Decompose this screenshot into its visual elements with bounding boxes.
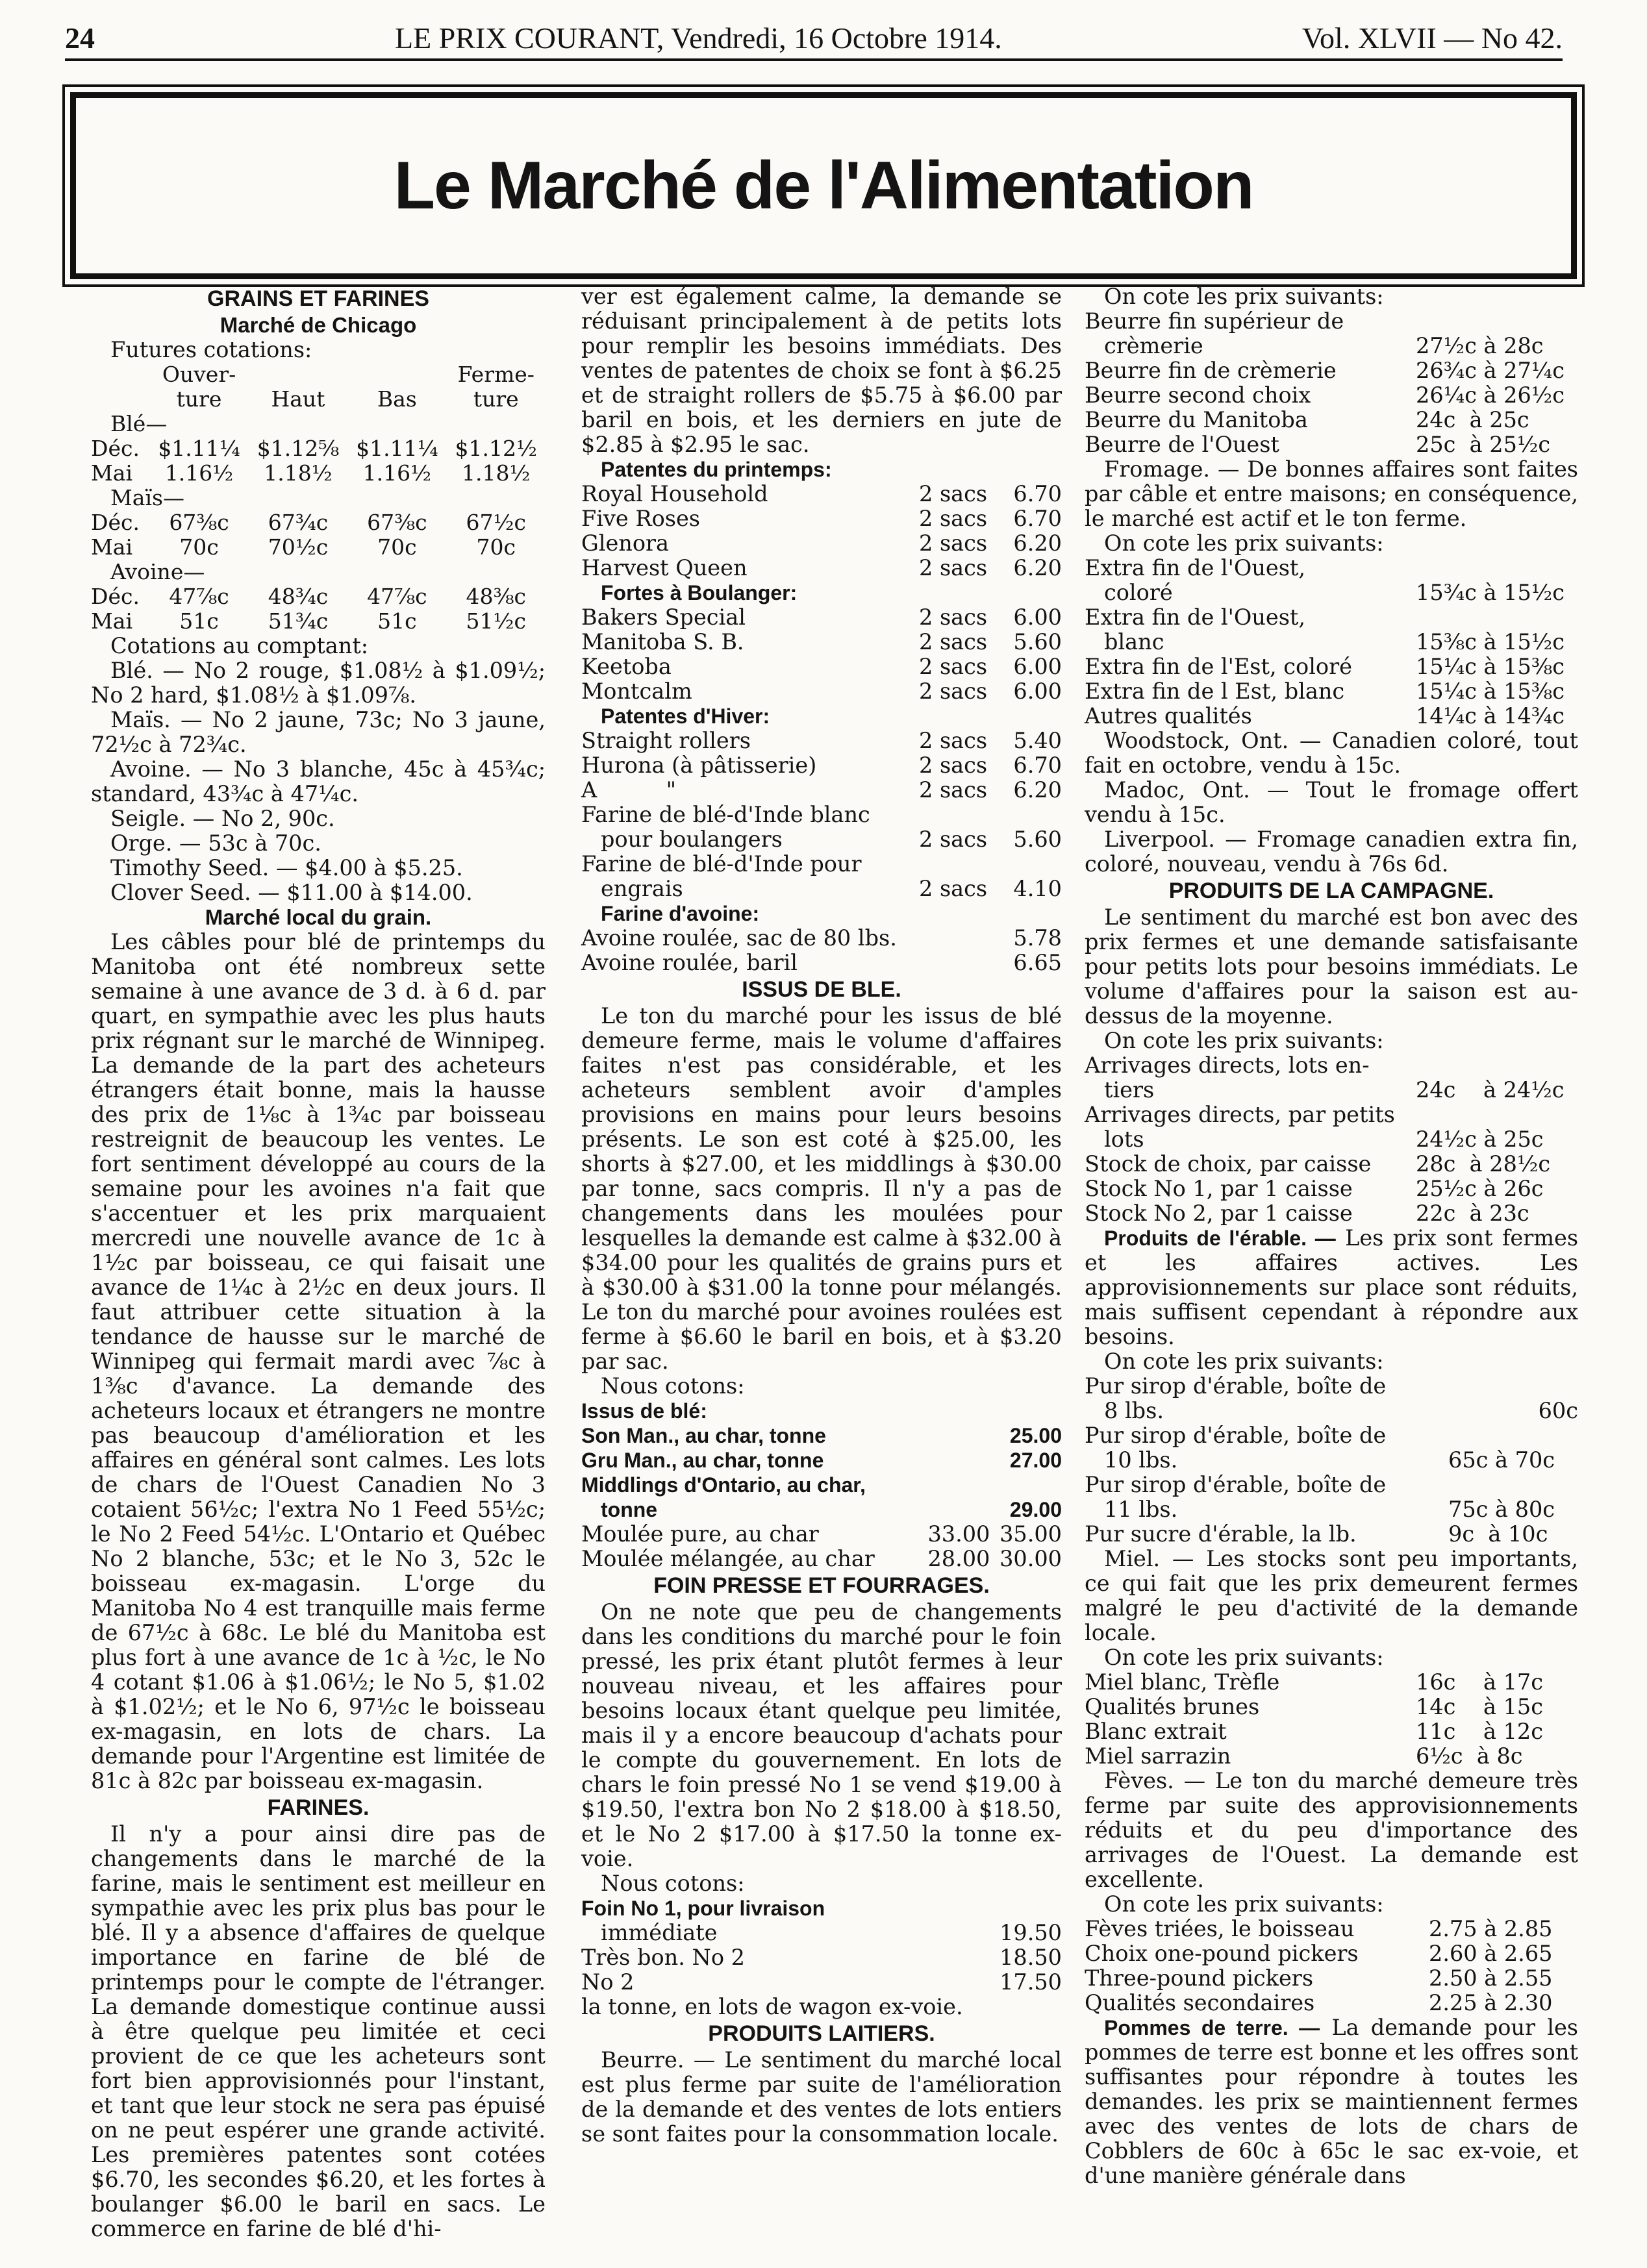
pommes-heading: Pommes de terre. — (1104, 2016, 1320, 2039)
list-item: Arrivages directs, par petits lots 24½c à 25c (1085, 1102, 1544, 1152)
list-item: Miel sarrazin 6½c à 8c (1085, 1743, 1523, 1769)
table-row: Déc. 67⅜c 67¾c 67⅜c 67½c (91, 510, 527, 535)
list-item: Three-pound pickers 2.50 à 2.55 (1085, 1965, 1553, 1991)
publication-title: LE PRIX COURANT, Vendredi, 16 Octobre 1914. (394, 21, 1002, 55)
column-3 (1085, 284, 1578, 2188)
heading-farines: FARINES. (267, 1795, 370, 1820)
heading-fortes-boulanger: Fortes à Boulanger: (601, 581, 798, 604)
list-item: Très bon. No 2 18.50 (581, 1945, 1062, 1970)
liverpool-text: Liverpool. — Fromage canadien extra fin, coloré, nouveau, vendu à 76s 6d. (1085, 827, 1578, 877)
list-item: Choix one-pound pickers 2.60 à 2.65 (1085, 1941, 1553, 1966)
heading-grains: GRAINS ET FARINES (207, 286, 429, 311)
list-item: Fèves triées, le boisseau 2.75 à 2.85 (1085, 1916, 1553, 1941)
list-item: A " 2 sacs 6.20 (581, 777, 1062, 803)
list-item: Five Roses 2 sacs 6.70 (581, 506, 1062, 531)
list-item: Extra fin de l'Ouest, coloré 15¾c à 15½c (1085, 555, 1565, 605)
cash-orge: Orge. — 53c à 70c. (110, 830, 321, 856)
futures-header: Ouver- ture Haut Bas Ferme- ture (162, 362, 534, 412)
heading-foin: FOIN PRESSE ET FOURRAGES. (653, 1573, 990, 1598)
list-item: Glenora 2 sacs 6.20 (581, 530, 1062, 556)
page-number: 24 (65, 21, 95, 55)
table-row: Mai 51c 51¾c 51c 51½c (91, 608, 527, 634)
table-row: Déc. 47⅞c 48¾c 47⅞c 48⅜c (91, 584, 527, 609)
list-item: Qualités brunes 14c à 15c (1085, 1694, 1543, 1719)
heading-issus-de-ble: Issus de blé: (581, 1399, 707, 1423)
list-item: Straight rollers 2 sacs 5.40 (581, 728, 1062, 753)
section-title: Le Marché de l'Alimentation (394, 147, 1253, 223)
list-item: Manitoba S. B. 2 sacs 5.60 (581, 629, 1062, 654)
list-item: Son Man., au char, tonne 25.00 (581, 1424, 1062, 1447)
list-item: Moulée pure, au char 33.00 35.00 (581, 1521, 1062, 1547)
list-item: Beurre du Manitoba 24c à 25c (1085, 407, 1529, 432)
list-item: Royal Household 2 sacs 6.70 (581, 481, 1062, 506)
column-1 (91, 284, 546, 2241)
list-item: Autres qualités 14¼c à 14¾c (1085, 703, 1565, 729)
list-item: Middlings d'Ontario, au char, tonne 29.00 (581, 1473, 1062, 1521)
list-item: Extra fin de l Est, blanc 15¼c à 15⅜c (1085, 679, 1565, 704)
foin-note: la tonne, en lots de wagon ex-voie. (581, 1994, 963, 2019)
erable-paragraph (1085, 1226, 1578, 1349)
list-item: Avoine roulée, baril 6.65 (581, 950, 1062, 975)
list-printemps (581, 482, 1062, 580)
pommes-paragraph (1085, 2015, 1578, 2188)
list-item: Extra fin de l'Est, coloré 15¼c à 15⅜c (1085, 654, 1565, 679)
list-item: Harvest Queen 2 sacs 6.20 (581, 555, 1062, 580)
comptant-label: Cotations au comptant: (110, 633, 369, 658)
list-hiver (581, 729, 1062, 803)
woodstock-text: Woodstock, Ont. — Canadien coloré, tout fait en octobre, vendu à 15c. (1085, 728, 1578, 778)
list-item: Miel blanc, Trèfle 16c à 17c (1085, 1669, 1543, 1695)
cash-timothy: Timothy Seed. — $4.00 à $5.25. (110, 855, 463, 880)
issus-text: Le ton du marché pour les issus de blé demeure ferme, mais le volume d'affaires faites n'est pas considérable, et les acheteurs semblent avoir d'amples provisions en mains pour leurs besoins présents. Le son est coté à $25.00, les shorts à $27.00, et les middlings à $30.00 par tonne, sacs compris. Il n'y a pas de changements dans les moulées pour lesquelles la demande est calme à $32.00 à $34.00 pour les qualités de grains purs et à $30.00 à $31.00 la tonne pour mélangés. Le ton du marché pour avoines roulées est ferme à $6.60 le baril en bois, et à $3.20 par sac. (581, 1003, 1062, 1374)
table-row: Mai 1.16½ 1.18½ 1.16½ 1.18½ (91, 460, 531, 486)
madoc-text: Madoc, Ont. — Tout le fromage offert vendu à 15c. (1085, 777, 1578, 827)
list-item: Beurre fin supérieur de crèmerie 27½c à 28c (1085, 308, 1544, 358)
erable-text: Les prix sont fermes et les affaires actives. Les approvisionnements sur place sont réduits, mais suffisent cependant à répondre aux besoins. (1085, 1225, 1579, 1349)
list-item: Beurre de l'Ouest 25c à 25½c (1085, 432, 1551, 457)
on-cote-3: On cote les prix suivants: (1104, 1028, 1384, 1053)
header-rule (65, 58, 1563, 61)
list-item: Montcalm 2 sacs 6.00 (581, 679, 1062, 704)
list-item: No 2 17.50 (581, 1969, 1062, 1995)
list-item: Keetoba 2 sacs 6.00 (581, 654, 1062, 679)
cash-avoine: Avoine. — No 3 blanche, 45c à 45¾c; standard, 43¾c à 47¼c. (91, 756, 546, 806)
heading-issus-ble: ISSUS DE BLE. (742, 977, 901, 1002)
heading-patentes-printemps: Patentes du printemps: (601, 458, 832, 481)
futures-table (91, 362, 546, 634)
on-cote-6: On cote les prix suivants: (1104, 1891, 1384, 1917)
list-item: Stock No 2, par 1 caisse 22c à 23c (1085, 1201, 1529, 1226)
column-2 (581, 284, 1062, 2147)
list-item: Qualités secondaires 2.25 à 2.30 (1085, 1990, 1553, 2015)
on-cote-2: On cote les prix suivants: (1104, 530, 1384, 556)
section-banner (70, 92, 1577, 279)
list-fortes (581, 605, 1062, 704)
nous-cotons: Nous cotons: (601, 1373, 745, 1399)
fromage-text: Fromage. — De bonnes affaires sont faites par câble et entre maisons; en conséquence, le marché est actif et le ton ferme. (1085, 456, 1578, 531)
farines-text: Il n'y a pour ainsi dire pas de changements dans le marché de la farine, mais le sentiment est meilleur en sympathie avec les prix plus bas pour le blé. Il y a absence d'affaires de quelque importance en farine de blé de printemps pour le compte de l'étranger. La demande domestique continue aussi à être quelque peu limitée et ceci provient de ce que les acheteurs sont fort bien approvisionnés pour l'instant, et tant que leur stock ne sera pas épuisé on ne peut espérer une grande activité. Les premières patentes sont cotées $6.70, les secondes $6.20, et les fortes à boulanger $6.00 le baril en sacs. Le commerce en farine de blé d'hi- (91, 1821, 546, 2241)
heading-patentes-hiver: Patentes d'Hiver: (601, 704, 770, 728)
on-cote-4: On cote les prix suivants: (1104, 1349, 1384, 1374)
mais-label: Maïs— (110, 485, 184, 510)
cash-seigle: Seigle. — No 2, 90c. (110, 806, 335, 831)
nous-cotons-2: Nous cotons: (601, 1871, 745, 1896)
heading-chicago: Marché de Chicago (220, 313, 417, 337)
table-row: Déc. $1.11¼ $1.12⅝ $1.11¼ $1.12½ (91, 436, 538, 461)
list-item: Farine de blé-d'Inde pour engrais 2 sacs 4.10 (581, 851, 1062, 901)
on-cote: On cote les prix suivants: (1104, 284, 1384, 309)
campagne-text: Le sentiment du marché est bon avec des prix fermes et une demande satisfaisante pour petits lots pour besoins immédiats. Le volume d'affaires pour la saison est au-dessus de la moyenne. (1085, 904, 1578, 1028)
list-item: Hurona (à pâtisserie) 2 sacs 6.70 (581, 753, 1062, 778)
heading-laitiers: PRODUITS LAITIERS. (708, 2021, 935, 2046)
pommes-text: La demande pour les pommes de terre est bonne et les offres sont suffisantes pour répondre à toutes les demandes. les prix se maintiennent fermes avec des ventes de lots de chars de Cobblers de 60c à 65c le sac ex-voie, et d'une manière générale dans (1085, 2015, 1578, 2188)
list-item: Blanc extrait 11c à 12c (1085, 1719, 1543, 1744)
list-item: Pur sirop d'érable, boîte de 10 lbs. 65c à 70c (1085, 1423, 1555, 1473)
cash-ble: Blé. — No 2 rouge, $1.08½ à $1.09½; No 2 hard, $1.08½ à $1.09⅞. (91, 658, 546, 708)
cash-clover: Clover Seed. — $11.00 à $14.00. (110, 880, 473, 905)
erable-heading: Produits de l'érable. — (1104, 1227, 1336, 1250)
list-item: Stock No 1, par 1 caisse 25½c à 26c (1085, 1176, 1544, 1201)
list-item: Bakers Special 2 sacs 6.00 (581, 604, 1062, 630)
futures-label: Futures cotations: (110, 337, 312, 362)
list-item: Extra fin de l'Ouest, blanc 15⅜c à 15½c (1085, 604, 1565, 654)
list-item: Farine de blé-d'Inde blanc pour boulangers 2 sacs 5.60 (581, 802, 1062, 852)
list-item: Stock de choix, par caisse 28c à 28½c (1085, 1151, 1551, 1177)
list-item: Pur sucre d'érable, la lb. 9c à 10c (1085, 1521, 1548, 1547)
list-item: Arrivages directs, lots en- tiers 24c à 24½c (1085, 1053, 1565, 1103)
local-grain-text: Les câbles pour blé de printemps du Manitoba ont été nombreux sette semaine à une avance de 3 d. à 6 d. par quart, en sympathie avec les plus hauts prix régnant sur le marché de Winnipeg. La demande de la part des acheteurs étrangers était bonne, mais la hausse des prix de 1⅛c à 1¾c par boisseau restreignit de beaucoup les ventes. Le fort sentiment développé au cours de la semaine pour les avoines n'a fait que s'accentuer et les prix marquaient mercredi une nouvelle avance de 1c à 1½c par boisseau, ce qui faisait une avance de 1¼c à 2½c en deux jours. Il faut attribuer cette situation à la tendance de hausse sur le marché de Winnipeg qui fermait mardi avec ⅞c à 1⅜c d'avance. La demande des acheteurs locaux et étrangers ne montre pas beaucoup d'amélioration et les affaires en général sont calmes. Les lots de chars de l'Ouest Canadien No 3 cotaient 56½c; l'extra No 1 Feed 55½c; le No 2 Feed 54½c. L'Ontario et Québec No 2 blanche, 53c; et le No 3, 52c le boisseau ex-magasin. L'orge du Manitoba No 4 est tranquille mais ferme de 67½c à 68c. Le blé du Manitoba est plus fort à une avance de 1c à ½c, le No 4 cotant $1.06 à $1.06½; le No 5, $1.02 à $1.02½; et le No 6, 97½c le boisseau ex-magasin, en lots de chars. La demande pour l'Argentine est limitée de 81c à 82c par boisseau ex-magasin. (91, 929, 546, 1793)
avoine-label: Avoine— (110, 559, 205, 584)
feves-text: Fèves. — Le ton du marché demeure très ferme par suite des approvisionnements réduits et du peu d'importance des arrivages de l'Ouest. La demande est excellente. (1085, 1768, 1578, 1892)
list-item: Avoine roulée, sac de 80 lbs. 5.78 (581, 925, 1062, 951)
list-item: Beurre second choix 26¼c à 26½c (1085, 382, 1565, 408)
list-item: Pur sirop d'érable, boîte de 8 lbs. 60c (1085, 1373, 1578, 1423)
list-item: Foin No 1, pour livraison immédiate 19.50 (581, 1897, 1062, 1945)
list-item: Moulée mélangée, au char 28.00 30.00 (581, 1546, 1062, 1571)
running-header (65, 18, 1563, 57)
list-issus (581, 1423, 1062, 1522)
list-item: Beurre fin de crèmerie 26¾c à 27¼c (1085, 358, 1565, 383)
table-row: Mai 70c 70½c 70c 70c (91, 534, 516, 560)
beurre-text: Beurre. — Le sentiment du marché local est plus ferme par suite de l'amélioration de la demande et des ventes de lots entiers se sont faites pour la consommation locale. (581, 2047, 1062, 2147)
ble-label: Blé— (110, 411, 168, 436)
miel-text: Miel. — Les stocks sont peu importants, ce qui fait que les prix demeurent fermes malgré le peu d'activité de la demande locale. (1085, 1546, 1578, 1645)
list-item: Pur sirop d'érable, boîte de 11 lbs. 75c à 80c (1085, 1472, 1555, 1522)
heading-farine-avoine: Farine d'avoine: (601, 902, 760, 925)
foin-text: On ne note que peu de changements dans les conditions du marché pour le foin pressé, les prix étant plutôt fermes à leur nouveau niveau, et les affaires pour besoins locaux étant quelque peu limitée, mais il y a encore beaucoup d'achats pour le compte du gouvernement. En lots de chars le foin pressé No 1 se vend $19.00 à $19.50, l'extra bon No 2 $18.00 à $18.50, et le No 2 $17.00 à $17.50 la tonne ex-voie. (581, 1599, 1062, 1871)
on-cote-5: On cote les prix suivants: (1104, 1645, 1384, 1670)
farines-continued: ver est également calme, la demande se réduisant principalement à de petits lots pour remplir les besoins immédiats. Des ventes de patentes de choix se font à $6.25 et de straight rollers de $5.75 à $6.00 par baril en bois, et les derniers en jute de $2.85 à $2.95 le sac. (581, 284, 1062, 457)
list-item: Gru Man., au char, tonne 27.00 (581, 1449, 1062, 1472)
heading-local-grain: Marché local du grain. (205, 905, 432, 929)
cash-mais: Maïs. — No 2 jaune, 73c; No 3 jaune, 72½c à 72¾c. (91, 707, 546, 757)
heading-campagne: PRODUITS DE LA CAMPAGNE. (1168, 879, 1494, 903)
volume-number: Vol. XLVII — No 42. (1301, 21, 1563, 55)
